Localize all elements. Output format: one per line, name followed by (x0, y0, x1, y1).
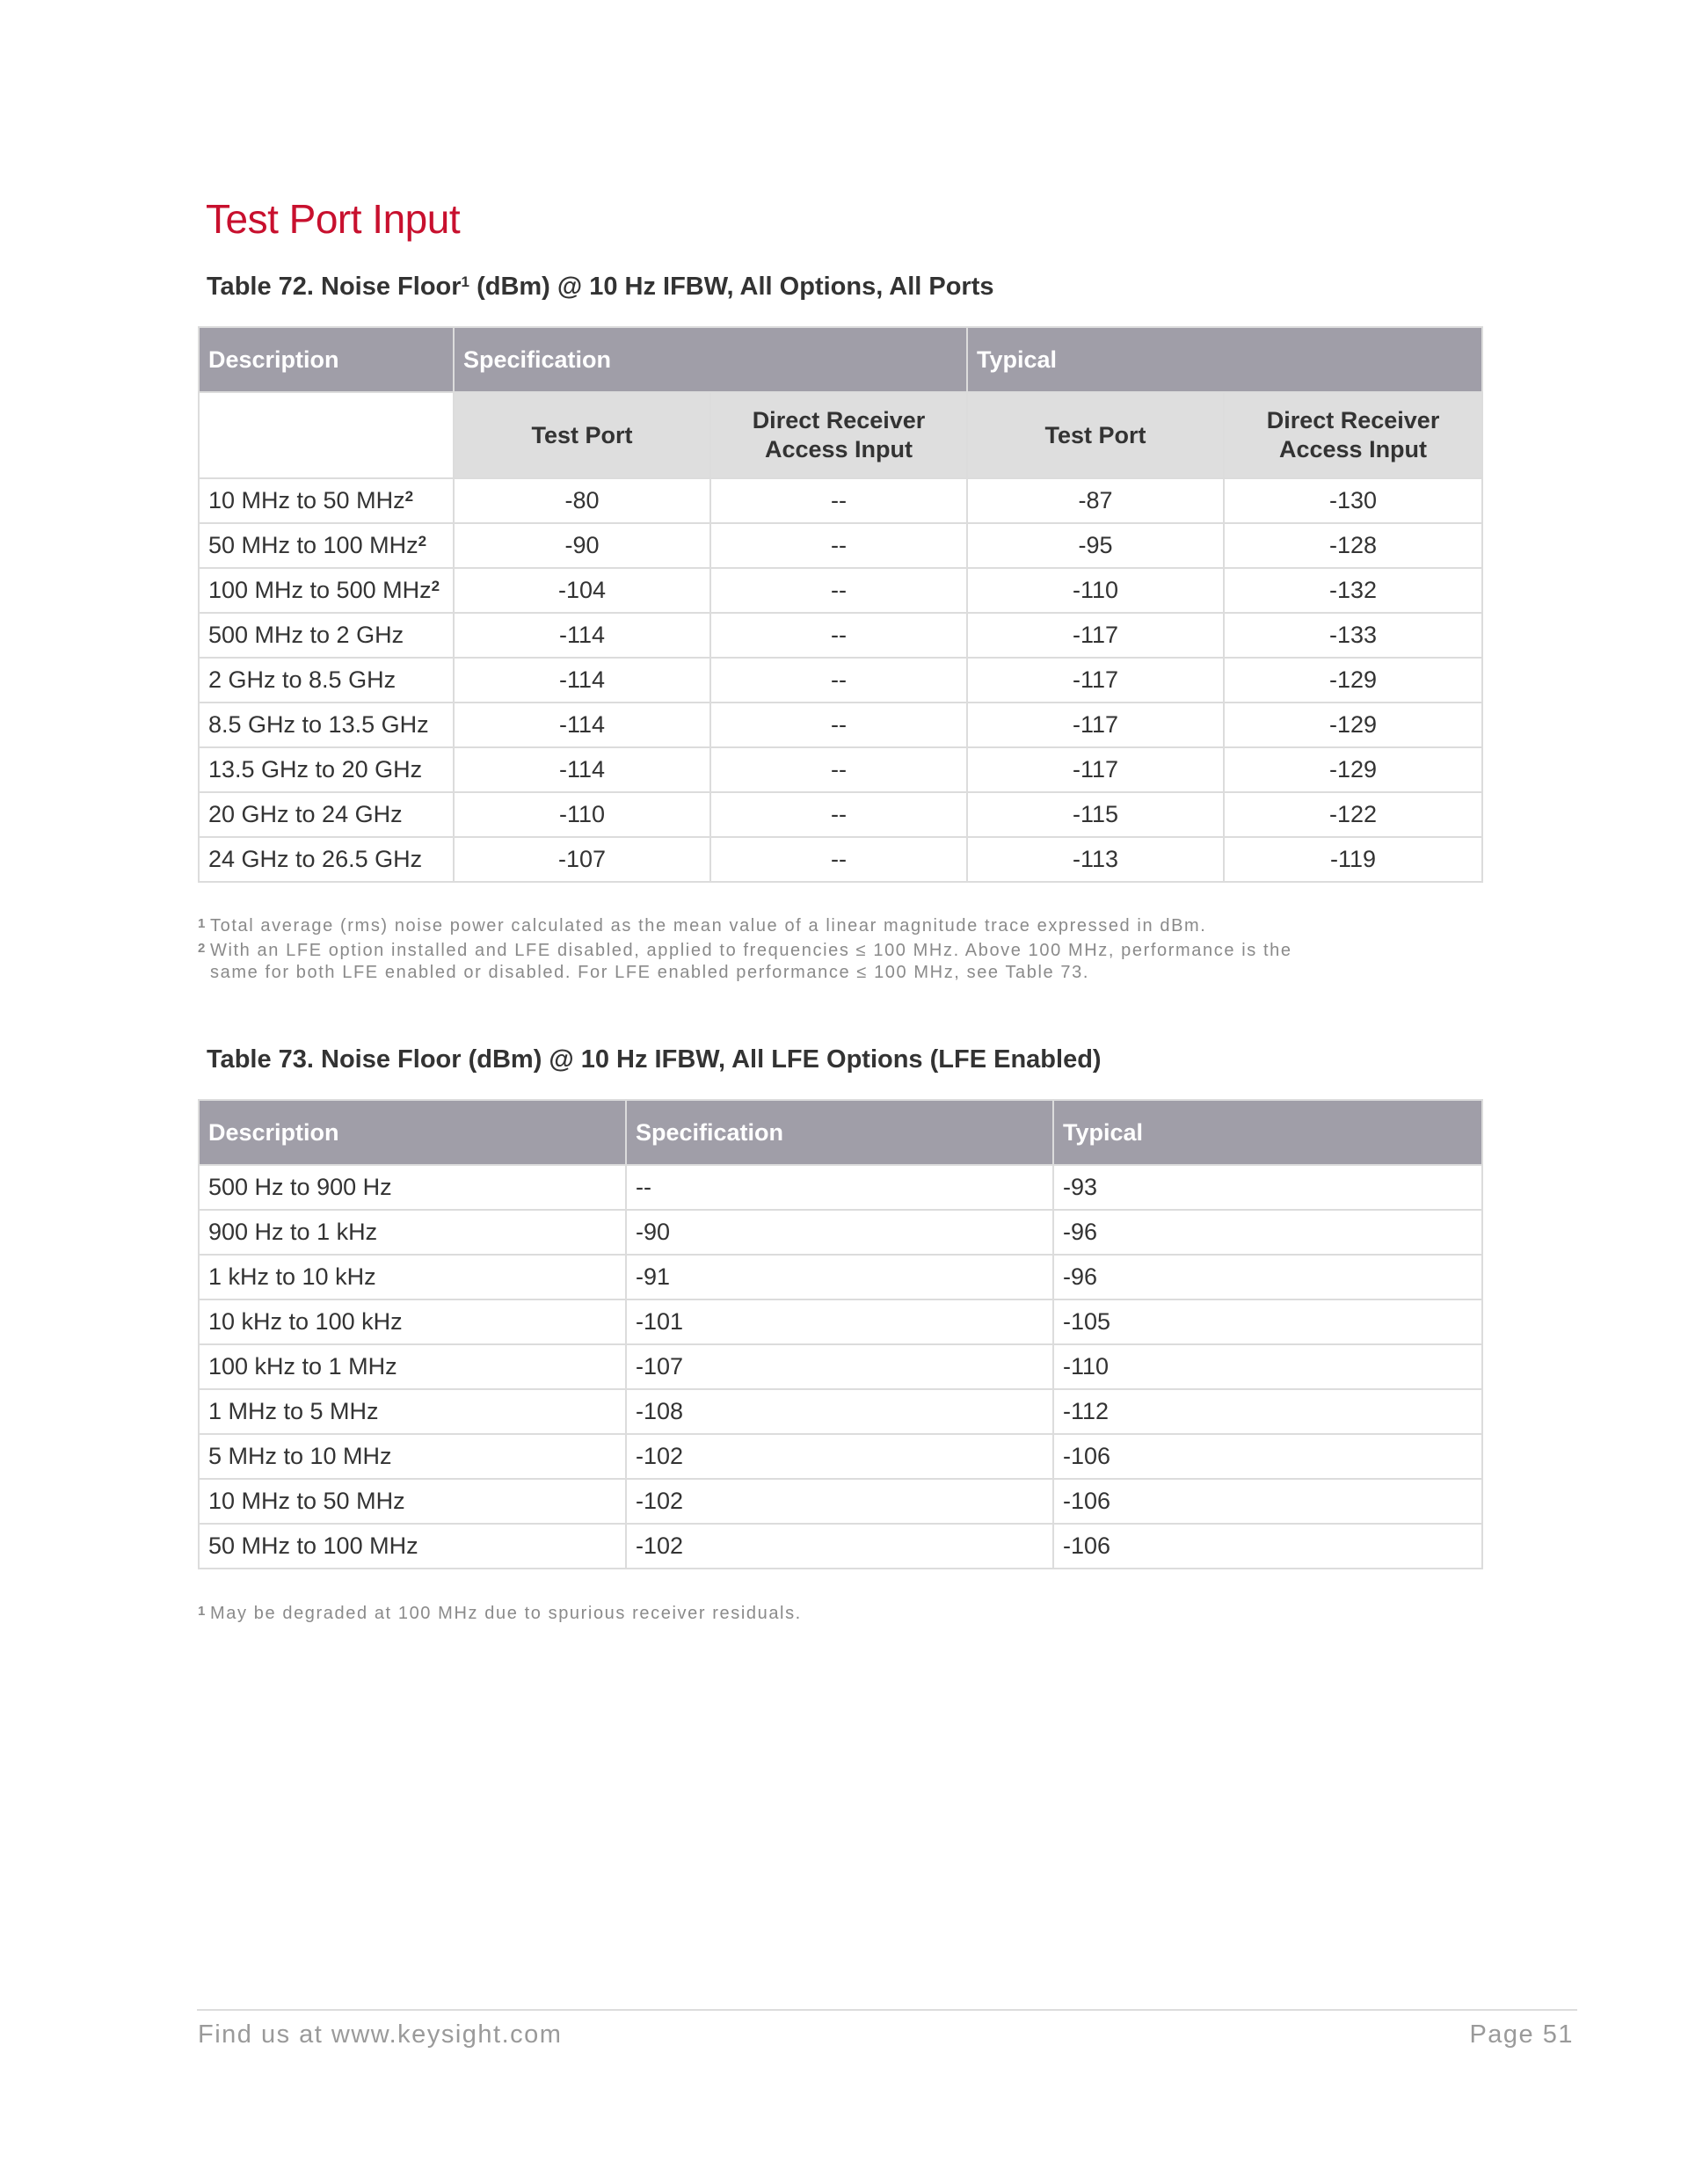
cell-spec-test-port: -110 (454, 792, 710, 837)
cell-spec-dra-input: -- (710, 747, 967, 792)
cell-description: 24 GHz to 26.5 GHz (199, 837, 454, 882)
cell-typical: -106 (1053, 1479, 1482, 1524)
table-row (199, 478, 1482, 523)
cell-typ-test-port: -110 (967, 568, 1224, 613)
noise-floor-table-72 (198, 326, 1483, 883)
table-row (199, 658, 1482, 703)
table-row (199, 1210, 1482, 1255)
header-description: Description (199, 327, 454, 392)
cell-spec-test-port: -90 (454, 523, 710, 568)
cell-specification: -102 (626, 1524, 1053, 1569)
cell-description: 50 MHz to 100 MHz$^2$ (199, 523, 454, 568)
cell-spec-test-port: -114 (454, 658, 710, 703)
cell-specification: -101 (626, 1299, 1053, 1344)
cell-typ-test-port: -117 (967, 703, 1224, 747)
cell-description: 1 kHz to 10 kHz (199, 1255, 626, 1299)
cell-description: 1 MHz to 5 MHz (199, 1389, 626, 1434)
cell-spec-dra-input: -- (710, 613, 967, 658)
cell-spec-test-port: -80 (454, 478, 710, 523)
table-header-row (199, 1100, 1482, 1165)
cell-description: 8.5 GHz to 13.5 GHz (199, 703, 454, 747)
footnote (198, 913, 1481, 937)
cell-specification: -90 (626, 1210, 1053, 1255)
cell-description: 10 MHz to 50 MHz$^2$ (199, 478, 454, 523)
table-row (199, 1299, 1482, 1344)
table-row (199, 1479, 1482, 1524)
cell-typ-dra-input: -122 (1224, 792, 1482, 837)
cell-typ-dra-input: -129 (1224, 747, 1482, 792)
cell-typical: -112 (1053, 1389, 1482, 1434)
cell-spec-test-port: -104 (454, 568, 710, 613)
header-typical: Typical (1053, 1100, 1482, 1165)
cell-typ-test-port: -113 (967, 837, 1224, 882)
cell-description: 10 kHz to 100 kHz (199, 1299, 626, 1344)
cell-typical: -96 (1053, 1210, 1482, 1255)
cell-typ-test-port: -95 (967, 523, 1224, 568)
cell-description: 20 GHz to 24 GHz (199, 792, 454, 837)
cell-typ-dra-input: -130 (1224, 478, 1482, 523)
cell-spec-test-port: -114 (454, 613, 710, 658)
cell-specification: -102 (626, 1479, 1053, 1524)
table-row (199, 1389, 1482, 1434)
cell-spec-dra-input: -- (710, 568, 967, 613)
cell-spec-test-port: -107 (454, 837, 710, 882)
header-specification: Specification (626, 1100, 1053, 1165)
subheader-blank (199, 392, 454, 478)
subheader-spec-dra-input: Direct Receiver Access Input (710, 392, 967, 478)
cell-description: 100 kHz to 1 MHz (199, 1344, 626, 1389)
subheader-typ-dra-input: Direct Receiver Access Input (1224, 392, 1482, 478)
cell-typ-dra-input: -133 (1224, 613, 1482, 658)
cell-spec-test-port: -114 (454, 747, 710, 792)
footnote-number: 1 (198, 1604, 207, 1619)
cell-spec-dra-input: -- (710, 837, 967, 882)
cell-typical: -105 (1053, 1299, 1482, 1344)
subheader-spec-test-port: Test Port (454, 392, 710, 478)
cell-typ-test-port: -117 (967, 613, 1224, 658)
footnote-ref: 2 (404, 488, 414, 505)
cell-specification: -102 (626, 1434, 1053, 1479)
table-73-footnote (198, 1600, 1481, 1625)
table-header-row (199, 327, 1482, 392)
cell-description: 100 MHz to 500 MHz$^2$ (199, 568, 454, 613)
table-row (199, 1524, 1482, 1569)
cell-spec-dra-input: -- (710, 792, 967, 837)
cell-description: 13.5 GHz to 20 GHz (199, 747, 454, 792)
table-row (199, 792, 1482, 837)
cell-typical: -96 (1053, 1255, 1482, 1299)
cell-description: 50 MHz to 100 MHz (199, 1524, 626, 1569)
cell-specification: -91 (626, 1255, 1053, 1299)
cell-specification: -108 (626, 1389, 1053, 1434)
cell-typ-test-port: -115 (967, 792, 1224, 837)
caption-footnote-ref: 1 (461, 273, 470, 290)
footnote-text: Total average (rms) noise power calculated as the mean value of a linear magnitude trace expressed in dBm. (210, 916, 1207, 935)
subheader-typ-test-port: Test Port (967, 392, 1224, 478)
header-description: Description (199, 1100, 626, 1165)
footnote-ref: 2 (418, 533, 427, 550)
table-72-caption: Table 72. Noise Floor$^1$ (dBm) @ 10 Hz IFBW, All Options, All Ports (207, 273, 994, 301)
cell-spec-dra-input: -- (710, 478, 967, 523)
footnote-text: With an LFE option installed and LFE disabled, applied to frequencies ≤ 100 MHz. Above 100 MHz, performance is the (210, 941, 1292, 960)
cell-specification: -107 (626, 1344, 1053, 1389)
cell-typ-dra-input: -128 (1224, 523, 1482, 568)
cell-typ-dra-input: -129 (1224, 658, 1482, 703)
cell-spec-dra-input: -- (710, 523, 967, 568)
cell-typ-dra-input: -119 (1224, 837, 1482, 882)
footnote (198, 937, 1481, 962)
cell-description: 2 GHz to 8.5 GHz (199, 658, 454, 703)
header-typical: Typical (967, 327, 1482, 392)
cell-spec-dra-input: -- (710, 658, 967, 703)
table-row (199, 1434, 1482, 1479)
cell-typ-test-port: -117 (967, 658, 1224, 703)
cell-typical: -106 (1053, 1434, 1482, 1479)
table-row (199, 1255, 1482, 1299)
table-row (199, 568, 1482, 613)
table-72-footnotes (198, 913, 1481, 984)
cell-description: 5 MHz to 10 MHz (199, 1434, 626, 1479)
footer-website: Find us at www.keysight.com (198, 2020, 563, 2049)
cell-typ-dra-input: -132 (1224, 568, 1482, 613)
cell-spec-dra-input: -- (710, 703, 967, 747)
cell-typ-dra-input: -129 (1224, 703, 1482, 747)
footnote-number: 2 (198, 941, 207, 956)
footnote-text: May be degraded at 100 MHz due to spurious receiver residuals. (210, 1604, 802, 1623)
table-row (199, 523, 1482, 568)
cell-description: 900 Hz to 1 kHz (199, 1210, 626, 1255)
footnote-continuation: same for both LFE enabled or disabled. For LFE enabled performance ≤ 100 MHz, see Table 73. (210, 963, 1090, 982)
table-73-caption: Table 73. Noise Floor (dBm) @ 10 Hz IFBW, All LFE Options (LFE Enabled) (207, 1045, 1102, 1074)
header-specification: Specification (454, 327, 967, 392)
cell-spec-test-port: -114 (454, 703, 710, 747)
footnote-ref: 2 (431, 578, 440, 594)
footer-page-number: Page 51 (1469, 2020, 1574, 2049)
table-row (199, 703, 1482, 747)
cell-description: 10 MHz to 50 MHz (199, 1479, 626, 1524)
cell-typical: -106 (1053, 1524, 1482, 1569)
table-row (199, 837, 1482, 882)
cell-description: 500 MHz to 2 GHz (199, 613, 454, 658)
cell-typ-test-port: -117 (967, 747, 1224, 792)
noise-floor-table-73 (198, 1099, 1483, 1569)
table-row (199, 613, 1482, 658)
cell-typical: -110 (1053, 1344, 1482, 1389)
section-title: Test Port Input (206, 196, 461, 242)
table-row (199, 747, 1482, 792)
table-row (199, 1344, 1482, 1389)
footnote-number: 1 (198, 916, 207, 931)
cell-typical: -93 (1053, 1165, 1482, 1210)
table-subheader-row (199, 392, 1482, 478)
table-row (199, 1165, 1482, 1210)
footer-divider (197, 2009, 1577, 2011)
cell-typ-test-port: -87 (967, 478, 1224, 523)
cell-description: 500 Hz to 900 Hz (199, 1165, 626, 1210)
cell-specification: -- (626, 1165, 1053, 1210)
